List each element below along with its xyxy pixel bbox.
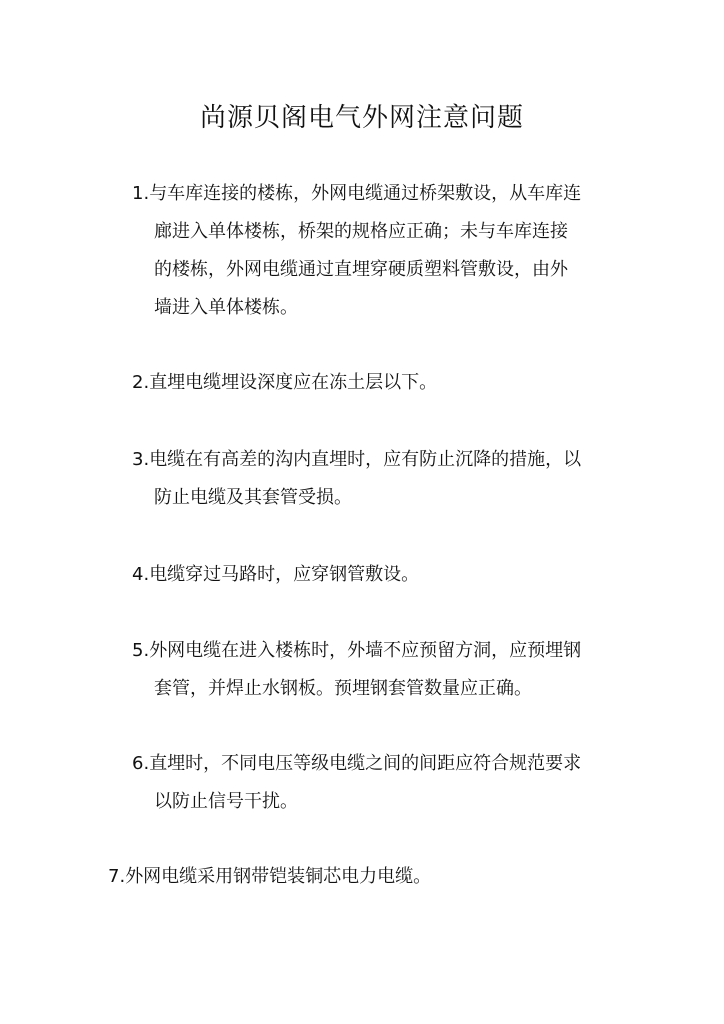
item-number: 1. (132, 183, 150, 204)
list-item (132, 745, 618, 821)
item-text: 墙进入单体楼栋。 (154, 297, 298, 318)
item-text: 的楼栋，外网电缆通过直埋穿硬质塑料管敷设，由外 (154, 259, 568, 280)
item-text: 外网电缆采用钢带铠装铜芯电力电缆。 (125, 866, 432, 887)
item-number: 6. (132, 753, 150, 774)
list-item (108, 858, 594, 896)
item-text: 电缆穿过马路时，应穿钢管敷设。 (149, 564, 420, 585)
item-text: 直埋时，不同电压等级电缆之间的间距应符合规范要求 (149, 753, 582, 774)
item-text: 防止电缆及其套管受损。 (154, 487, 352, 508)
item-number: 4. (132, 564, 150, 585)
item-text: 套管，并焊止水钢板。预埋钢套管数量应正确。 (154, 678, 532, 699)
item-text: 外网电缆在进入楼栋时，外墙不应预留方洞，应预埋钢 (149, 640, 582, 661)
item-text: 电缆在有高差的沟内直埋时，应有防止沉降的措施，以 (149, 449, 582, 470)
item-text: 直埋电缆埋设深度应在冻土层以下。 (149, 372, 438, 393)
item-text: 廊进入单体楼栋，桥架的规格应正确；未与车库连接 (154, 221, 568, 242)
item-number: 3. (132, 449, 150, 470)
item-number: 7. (108, 866, 126, 887)
page-title: 尚源贝阁电气外网注意问题 (199, 103, 524, 133)
list-item (132, 441, 618, 517)
item-text: 以防止信号干扰。 (154, 791, 298, 812)
list-item (132, 632, 618, 708)
item-text: 与车库连接的楼栋，外网电缆通过桥架敷设，从车库连 (149, 183, 582, 204)
item-number: 2. (132, 372, 150, 393)
list-item (132, 175, 618, 327)
list-item (132, 364, 618, 402)
list-item (132, 556, 618, 594)
item-number: 5. (132, 640, 150, 661)
